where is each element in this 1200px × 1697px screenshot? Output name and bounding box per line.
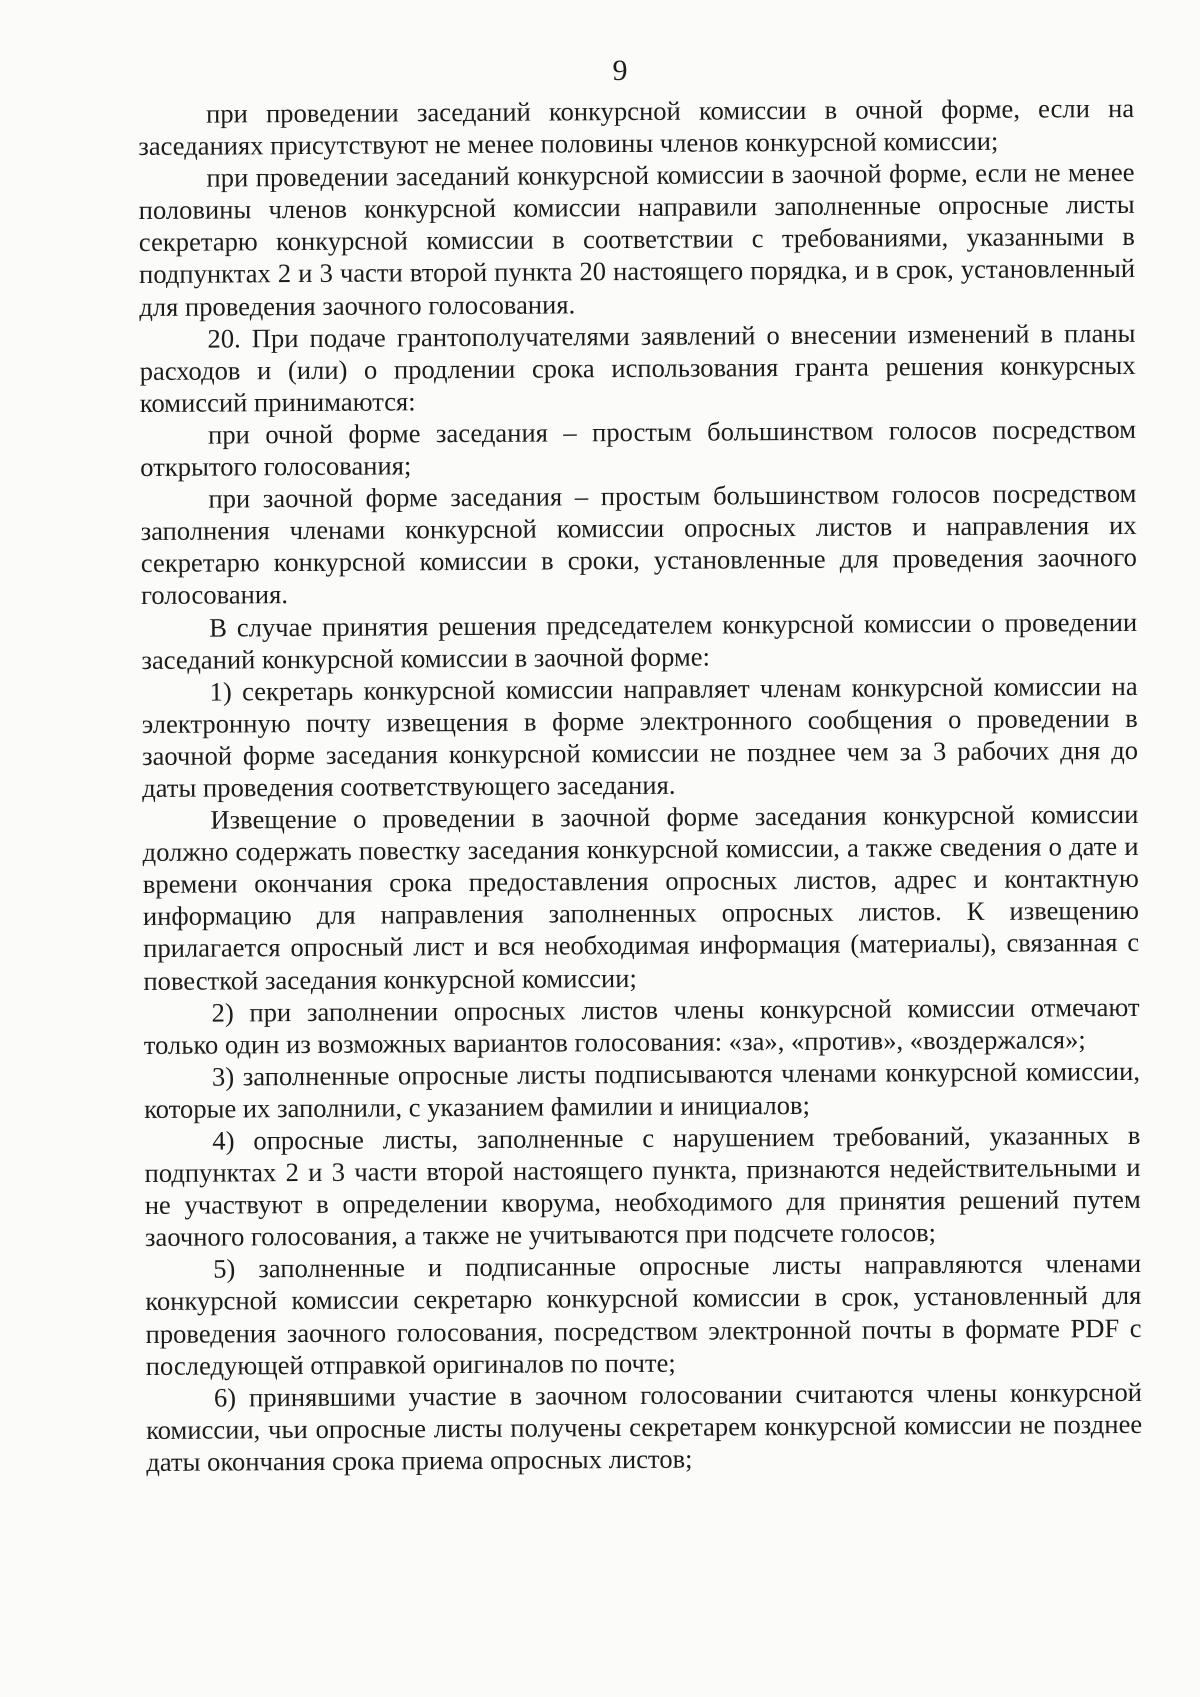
paragraph-zaochnaya-voting: при заочной форме заседания – простым большинством голосов посредством заполнения членами конкурсной комиссии опросных листов и направления их секретарю конкурсной комиссии в сроки, установленные для проведения заочного голосования. <box>140 478 1137 611</box>
paragraph-subitem-6: 6) принявшими участие в заочном голосовании считаются члены конкурсной комиссии, чьи опросные листы получены секретарем конкурсной комиссии не позднее даты окончания срока приема опросных листов; <box>146 1376 1143 1477</box>
document-body <box>138 92 1142 1478</box>
paragraph-ochnaya-voting: при очной форме заседания – простым большинством голосов посредством открытого голосования; <box>140 413 1137 483</box>
paragraph-quorum-ochnaya: при проведении заседаний конкурсной комиссии в очной форме, если на заседаниях присутствуют не менее половины членов конкурсной комиссии; <box>138 92 1135 162</box>
paragraph-subitem-2: 2) при заполнении опросных листов члены конкурсной комиссии отмечают только один из возможных вариантов голосования: «за», «против», «воздержался»; <box>143 991 1140 1060</box>
paragraph-zaochnaya-decision: В случае принятия решения председателем конкурсной комиссии о проведении заседаний конкурсной комиссии в заочной форме: <box>141 606 1138 675</box>
paragraph-subitem-4: 4) опросные листы, заполненные с нарушением требований, указанных в подпунктах 2 и 3 части второй настоящего пункта, признаются недействительными и не участвуют в определении кворума, необходимого для принятия решений путем заочного голосования, а также не учитываются при подсчете голосов; <box>144 1119 1141 1253</box>
paragraph-subitem-5: 5) заполненные и подписанные опросные листы направляются членами конкурсной комиссии секретарю конкурсной комиссии в срок, установленный для проведения заочного голосования, посредством электронной почты в формате PDF с последующей отправкой оригиналов по почте; <box>145 1248 1142 1381</box>
paragraph-notice-contents: Извещение о проведении в заочной форме заседания конкурсной комиссии должно содержать повестку заседания конкурсной комиссии, а также сведения о дате и времени окончания срока предоставления опросных листов, адрес и контактную информацию для направления заполненных опросных листов. К извещению прилагается опросный лист и вся необходимая информация (материалы), связанная с повесткой заседания конкурсной комиссии; <box>142 798 1140 996</box>
paragraph-subitem-3: 3) заполненные опросные листы подписываются членами конкурсной комиссии, которые их заполнили, с указанием фамилии и инициалов; <box>144 1055 1141 1124</box>
page-number: 9 <box>612 54 628 87</box>
paragraph-quorum-zaochnaya: при проведении заседаний конкурсной комиссии в заочной форме, если не менее половины членов конкурсной комиссии направили заполненные опросные листы секретарю конкурсной комиссии в соответствии с требованиями, указанными в подпунктах 2 и 3 части второй пункта 20 настоящего порядка, и в срок, установленный для проведения заочного голосования. <box>138 157 1136 322</box>
paragraph-subitem-1: 1) секретарь конкурсной комиссии направляет членам конкурсной комиссии на электронную почту извещения в форме электронного сообщения о проведении в заочной форме заседания конкурсной комиссии не позднее чем за 3 рабочих дня до даты проведения соответствующего заседания. <box>141 670 1139 803</box>
paragraph-item-20: 20. При подаче грантополучателями заявлений о внесении изменений в планы расходов и (или) о продлении срока использования гранта решения конкурсных комиссий принимаются: <box>139 317 1136 418</box>
